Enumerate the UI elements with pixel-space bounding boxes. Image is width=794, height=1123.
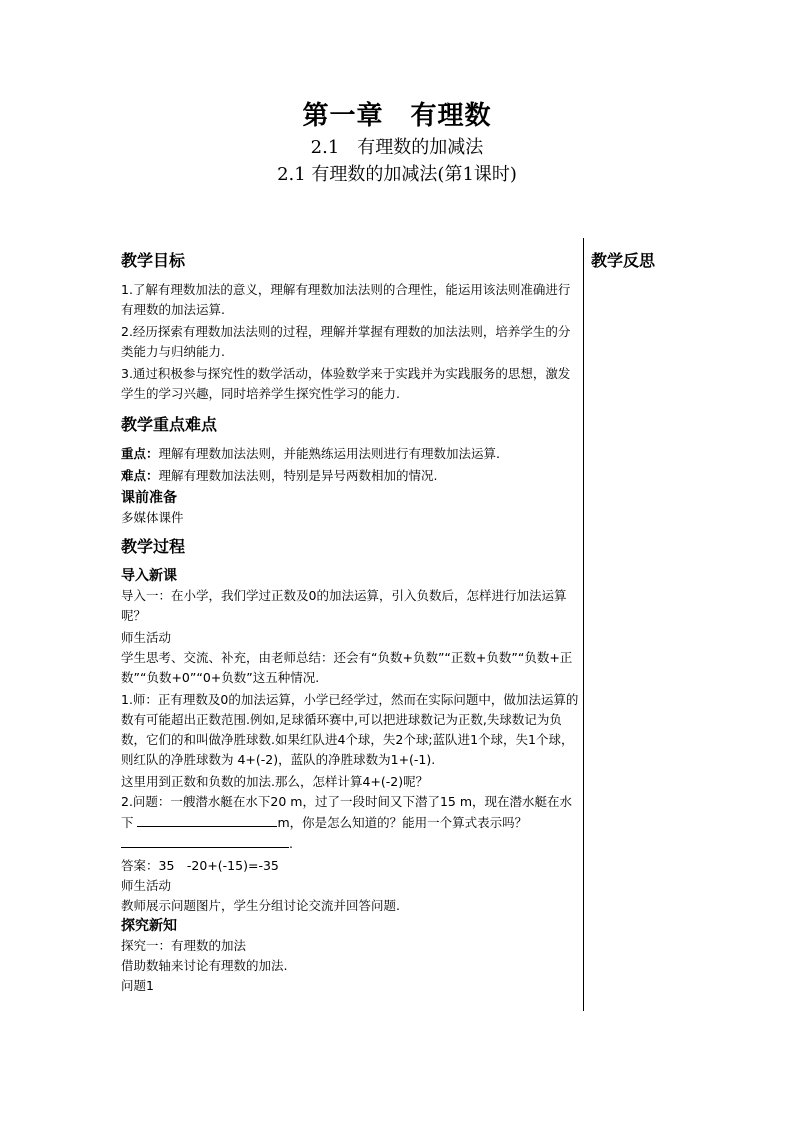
prep-heading: 课前准备 — [121, 490, 177, 506]
lesson-title: 2.1 有理数的加减法(第1课时) — [277, 164, 517, 185]
question-2 — [121, 792, 581, 854]
section-title: 2.1 有理数的加减法 — [310, 137, 484, 158]
focus-text: 理解有理数加法法则，并能熟练运用法则进行有理数加法运算. — [158, 446, 500, 461]
goals-heading: 教学目标 — [121, 251, 186, 270]
goal-item: 2.经历探索有理数加法法则的过程，理解并掌握有理数的加法法则，培养学生的分类能力与归纳能力. — [121, 324, 571, 359]
explore-1-title: 探究一：有理数的加法 — [121, 938, 247, 953]
goal-item: 3.通过积极参与探究性的数学活动，体验数学来于实践并为实践服务的思想，激发学生的学习兴趣，同时培养学生探究性学习的能力. — [121, 366, 571, 401]
intro-text: 导入一：在小学，我们学过正数及0的加法运算，引入负数后，怎样进行加法运算呢？ — [121, 588, 567, 623]
column-divider — [583, 238, 584, 1011]
difficulty-line — [121, 466, 581, 486]
explore-heading: 探究新知 — [121, 918, 177, 934]
difficulty-label: 难点： — [121, 468, 159, 483]
activity-label: 师生活动 — [121, 878, 172, 893]
explore-1-text: 借助数轴来讨论有理数的加法. — [121, 958, 288, 973]
question-2-a: 2.问题：一艘潜水艇在水下20 m，过了一段时间又下潜了15 m，现在潜水艇在水下 — [121, 794, 573, 830]
summary-text: 学生思考、交流、补充，由老师总结：还会有“负数+负数”“正数+负数”“负数+正数”“负数+0”“0+负数”这五种情况. — [121, 650, 573, 685]
process-heading: 教学过程 — [121, 537, 186, 556]
reflection-heading: 教学反思 — [591, 251, 656, 270]
answer-blank — [137, 812, 277, 827]
question-1-label: 问题1 — [121, 978, 154, 993]
question-2-b: m，你是怎么知道的？能用一个算式表示吗？ — [277, 815, 528, 830]
difficulty-text: 理解有理数加法法则，特别是异号两数相加的情况. — [158, 468, 438, 483]
focus-line — [121, 444, 581, 464]
activity-label: 师生活动 — [121, 630, 172, 645]
chapter-title: 第一章 有理数 — [302, 101, 492, 131]
goal-item: 1.了解有理数加法的意义，理解有理数加法法则的合理性，能运用该法则准确进行有理数的加法运算. — [121, 282, 571, 317]
focus-label: 重点： — [121, 446, 159, 461]
formula-blank — [121, 833, 289, 848]
followup-text: 这里用到正数和负数的加法.那么，怎样计算4+(-2)呢？ — [121, 774, 429, 789]
teacher-text: 1.师：正有理数及0的加法运算，小学已经学过，然而在实际问题中，做加法运算的数有可能超出正数范围.例如,足球循环赛中,可以把进球数记为正数,失球数记为负数，它们的和叫做净胜球数.如果红队进4个球，失2个球;蓝队进1个球，失1个球，则红队的净胜球数为 4+(-2)，蓝队的净胜球数为1+(-1). — [121, 692, 579, 767]
prep-text: 多媒体课件 — [121, 510, 184, 525]
keypoints-heading: 教学重点难点 — [121, 415, 218, 434]
activity-text: 教师展示问题图片，学生分组讨论交流并回答问题. — [121, 898, 400, 913]
question-2-end: . — [289, 836, 293, 851]
intro-heading: 导入新课 — [121, 568, 177, 584]
main-content — [121, 250, 581, 996]
answer-text: 答案：35 -20+(-15)=-35 — [121, 858, 279, 873]
